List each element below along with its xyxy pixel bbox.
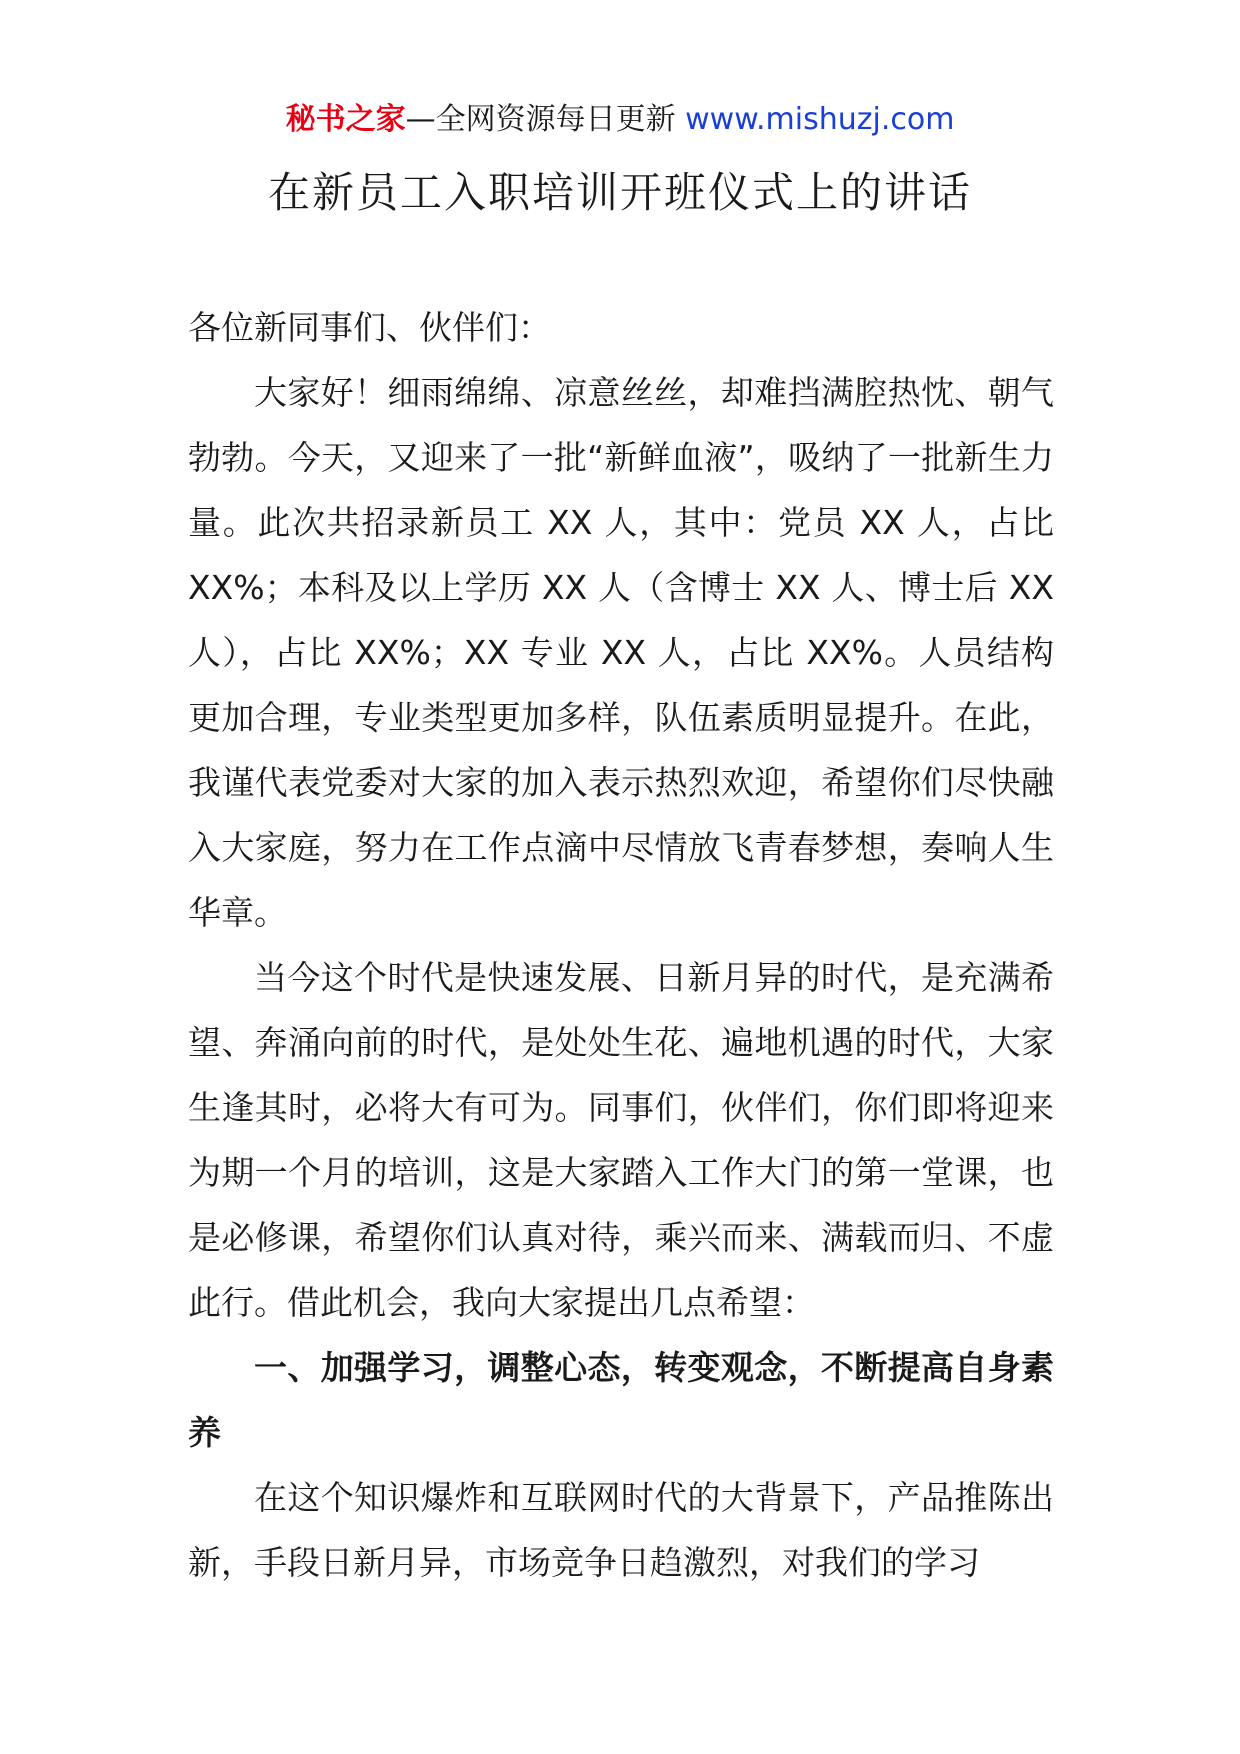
paragraph: 当今这个时代是快速发展、日新月异的时代，是充满希望、奔涌向前的时代，是处处生花、遍地机遇的时代，大家生逢其时，必将大有可为。同事们，伙伴们，你们即将迎来为期一个月的培训，这是大家踏入工作大门的第一堂课，也是必修课，希望你们认真对待，乘兴而来、满载而归、不虚此行。借此机会，我向大家提出几点希望：: [188, 958, 1054, 1322]
paragraph: 在这个知识爆炸和互联网时代的大背景下，产品推陈出新，手段日新月异，市场竞争日趋激烈，对我们的学习: [188, 1478, 1054, 1582]
document-body: [188, 295, 1054, 1595]
document-title: 在新员工入职培训开班仪式上的讲话: [267, 168, 972, 217]
brand-name: 秘书之家: [285, 102, 406, 137]
section-heading: 一、加强学习，调整心态，转变观念，不断提高自身素养: [188, 1348, 1054, 1452]
salutation: 各位新同事们、伙伴们：: [188, 308, 551, 347]
site-url[interactable]: www.mishuzj.com: [685, 102, 955, 137]
header-tagline: —全网资源每日更新: [405, 102, 686, 137]
site-header: [0, 100, 1240, 140]
paragraph: 大家好！细雨绵绵、凉意丝丝，却难挡满腔热忱、朝气勃勃。今天，又迎来了一批“新鲜血液”，吸纳了一批新生力量。此次共招录新员工 XX 人，其中：党员 XX 人，占比 XX%；本科及以上学历 XX 人（含博士 XX 人、博士后 XX 人），占比 XX%；XX 专业 XX 人，占比 XX%。人员结构更加合理，专业类型更加多样，队伍素质明显提升。在此，我谨代表党委对大家的加入表示热烈欢迎，希望你们尽快融入大家庭，努力在工作点滴中尽情放飞青春梦想，奏响人生华章。: [188, 373, 1054, 932]
